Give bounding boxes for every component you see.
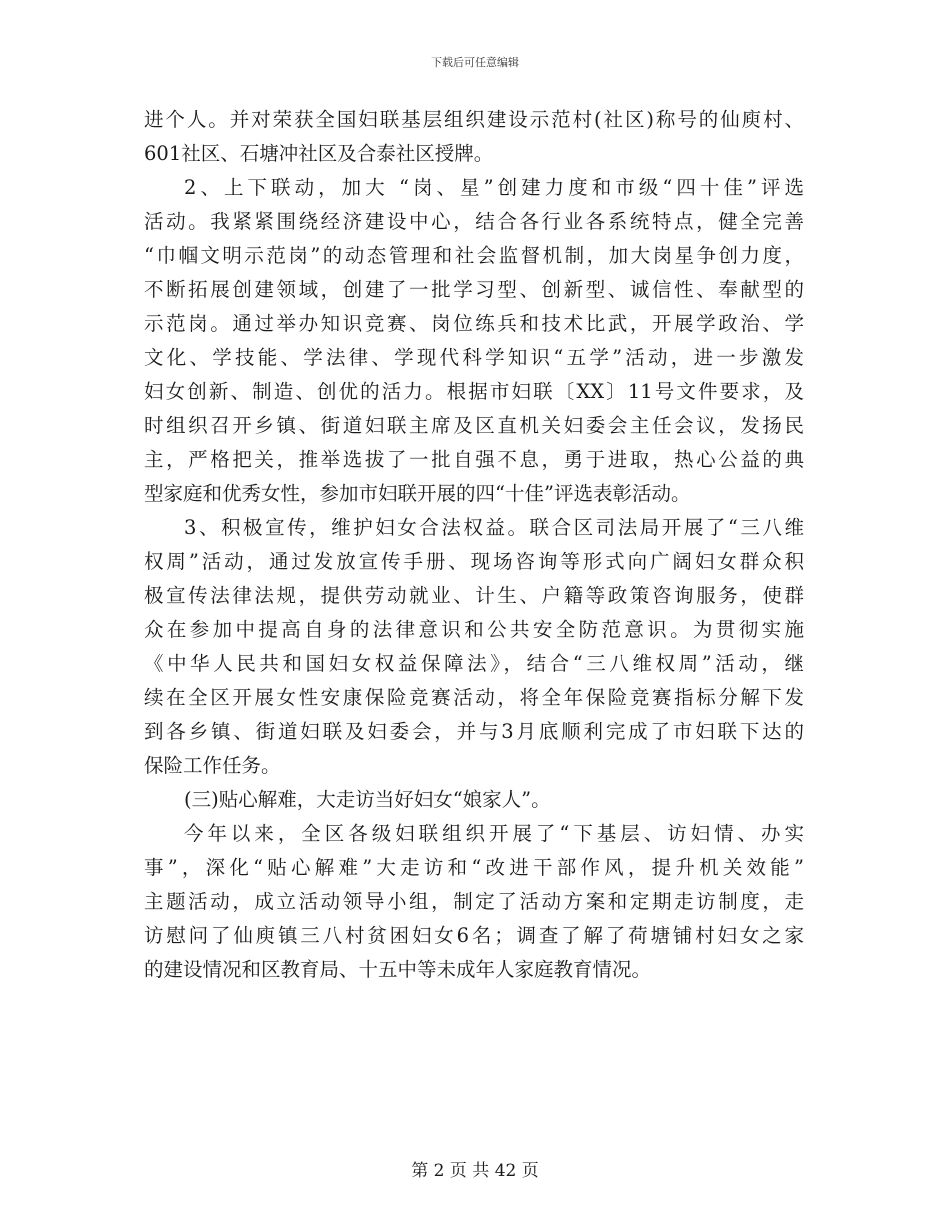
text-line: 活动。我紧紧围绕经济建设中心，结合各行业各系统特点，健全完善 xyxy=(144,210,804,233)
text-line: 3、积极宣传，维护妇女合法权益。联合区司法局开展了“三八维 xyxy=(184,516,804,539)
text-line: 示范岗。通过举办知识竞赛、岗位练兵和技术比武，开展学政治、学 xyxy=(144,312,804,335)
text-line: 2、上下联动，加大 “岗、星”创建力度和市级“四十佳”评选 xyxy=(184,176,804,199)
document-body xyxy=(144,103,804,987)
text-line: 601社区、石塘冲社区及合泰社区授牌。 xyxy=(144,142,494,165)
text-line: “巾帼文明示范岗”的动态管理和社会监督机制，加大岗星争创力度， xyxy=(144,244,804,267)
text-line: 到各乡镇、街道妇联及妇委会，并与3月底顺利完成了市妇联下达的 xyxy=(144,720,804,743)
text-line: 时组织召开乡镇、街道妇联主席及区直机关妇委会主任会议，发扬民 xyxy=(144,414,804,437)
text-line: 众在参加中提高自身的法律意识和公共安全防范意识。为贯彻实施 xyxy=(144,618,804,641)
text-line: 极宣传法律法规，提供劳动就业、计生、户籍等政策咨询服务，使群 xyxy=(144,584,804,607)
text-line: 妇女创新、制造、创优的活力。根据市妇联〔XX〕11号文件要求，及 xyxy=(144,380,804,403)
text-line: 保险工作任务。 xyxy=(144,754,281,777)
page-number-footer: 第 2 页 共 42 页 xyxy=(411,1161,539,1181)
text-line: 文化、学技能、学法律、学现代科学知识“五学”活动，进一步激发 xyxy=(144,346,804,369)
text-line: 事”，深化“贴心解难”大走访和“改进干部作风，提升机关效能” xyxy=(144,856,804,879)
text-line: 主，严格把关，推举选拔了一批自强不息，勇于进取，热心公益的典 xyxy=(144,448,804,471)
text-line: 访慰问了仙庾镇三八村贫困妇女6名；调查了解了荷塘铺村妇女之家 xyxy=(144,924,804,947)
text-line: 的建设情况和区教育局、十五中等未成年人家庭教育情况。 xyxy=(144,958,652,981)
text-line: 《中华人民共和国妇女权益保障法》，结合“三八维权周”活动，继 xyxy=(144,652,804,675)
text-line: 今年以来，全区各级妇联组织开展了“下基层、访妇情、办实 xyxy=(184,822,804,845)
text-line: 权周”活动，通过发放宣传手册、现场咨询等形式向广阔妇女群众积 xyxy=(144,550,804,573)
text-line: 型家庭和优秀女性，参加市妇联开展的四“十佳”评选表彰活动。 xyxy=(144,482,691,505)
text-line: 续在全区开展女性安康保险竞赛活动，将全年保险竞赛指标分解下发 xyxy=(144,686,804,709)
page-header: 下载后可任意编辑 xyxy=(431,56,519,69)
text-line: 主题活动，成立活动领导小组，制定了活动方案和定期走访制度，走 xyxy=(144,890,804,913)
text-line: 进个人。并对荣获全国妇联基层组织建设示范村(社区)称号的仙庾村、 xyxy=(144,108,804,131)
text-line: 不断拓展创建领域，创建了一批学习型、创新型、诚信性、奉献型的 xyxy=(144,278,804,301)
section-heading: (三)贴心解难，大走访当好妇女“娘家人”。 xyxy=(184,788,551,811)
